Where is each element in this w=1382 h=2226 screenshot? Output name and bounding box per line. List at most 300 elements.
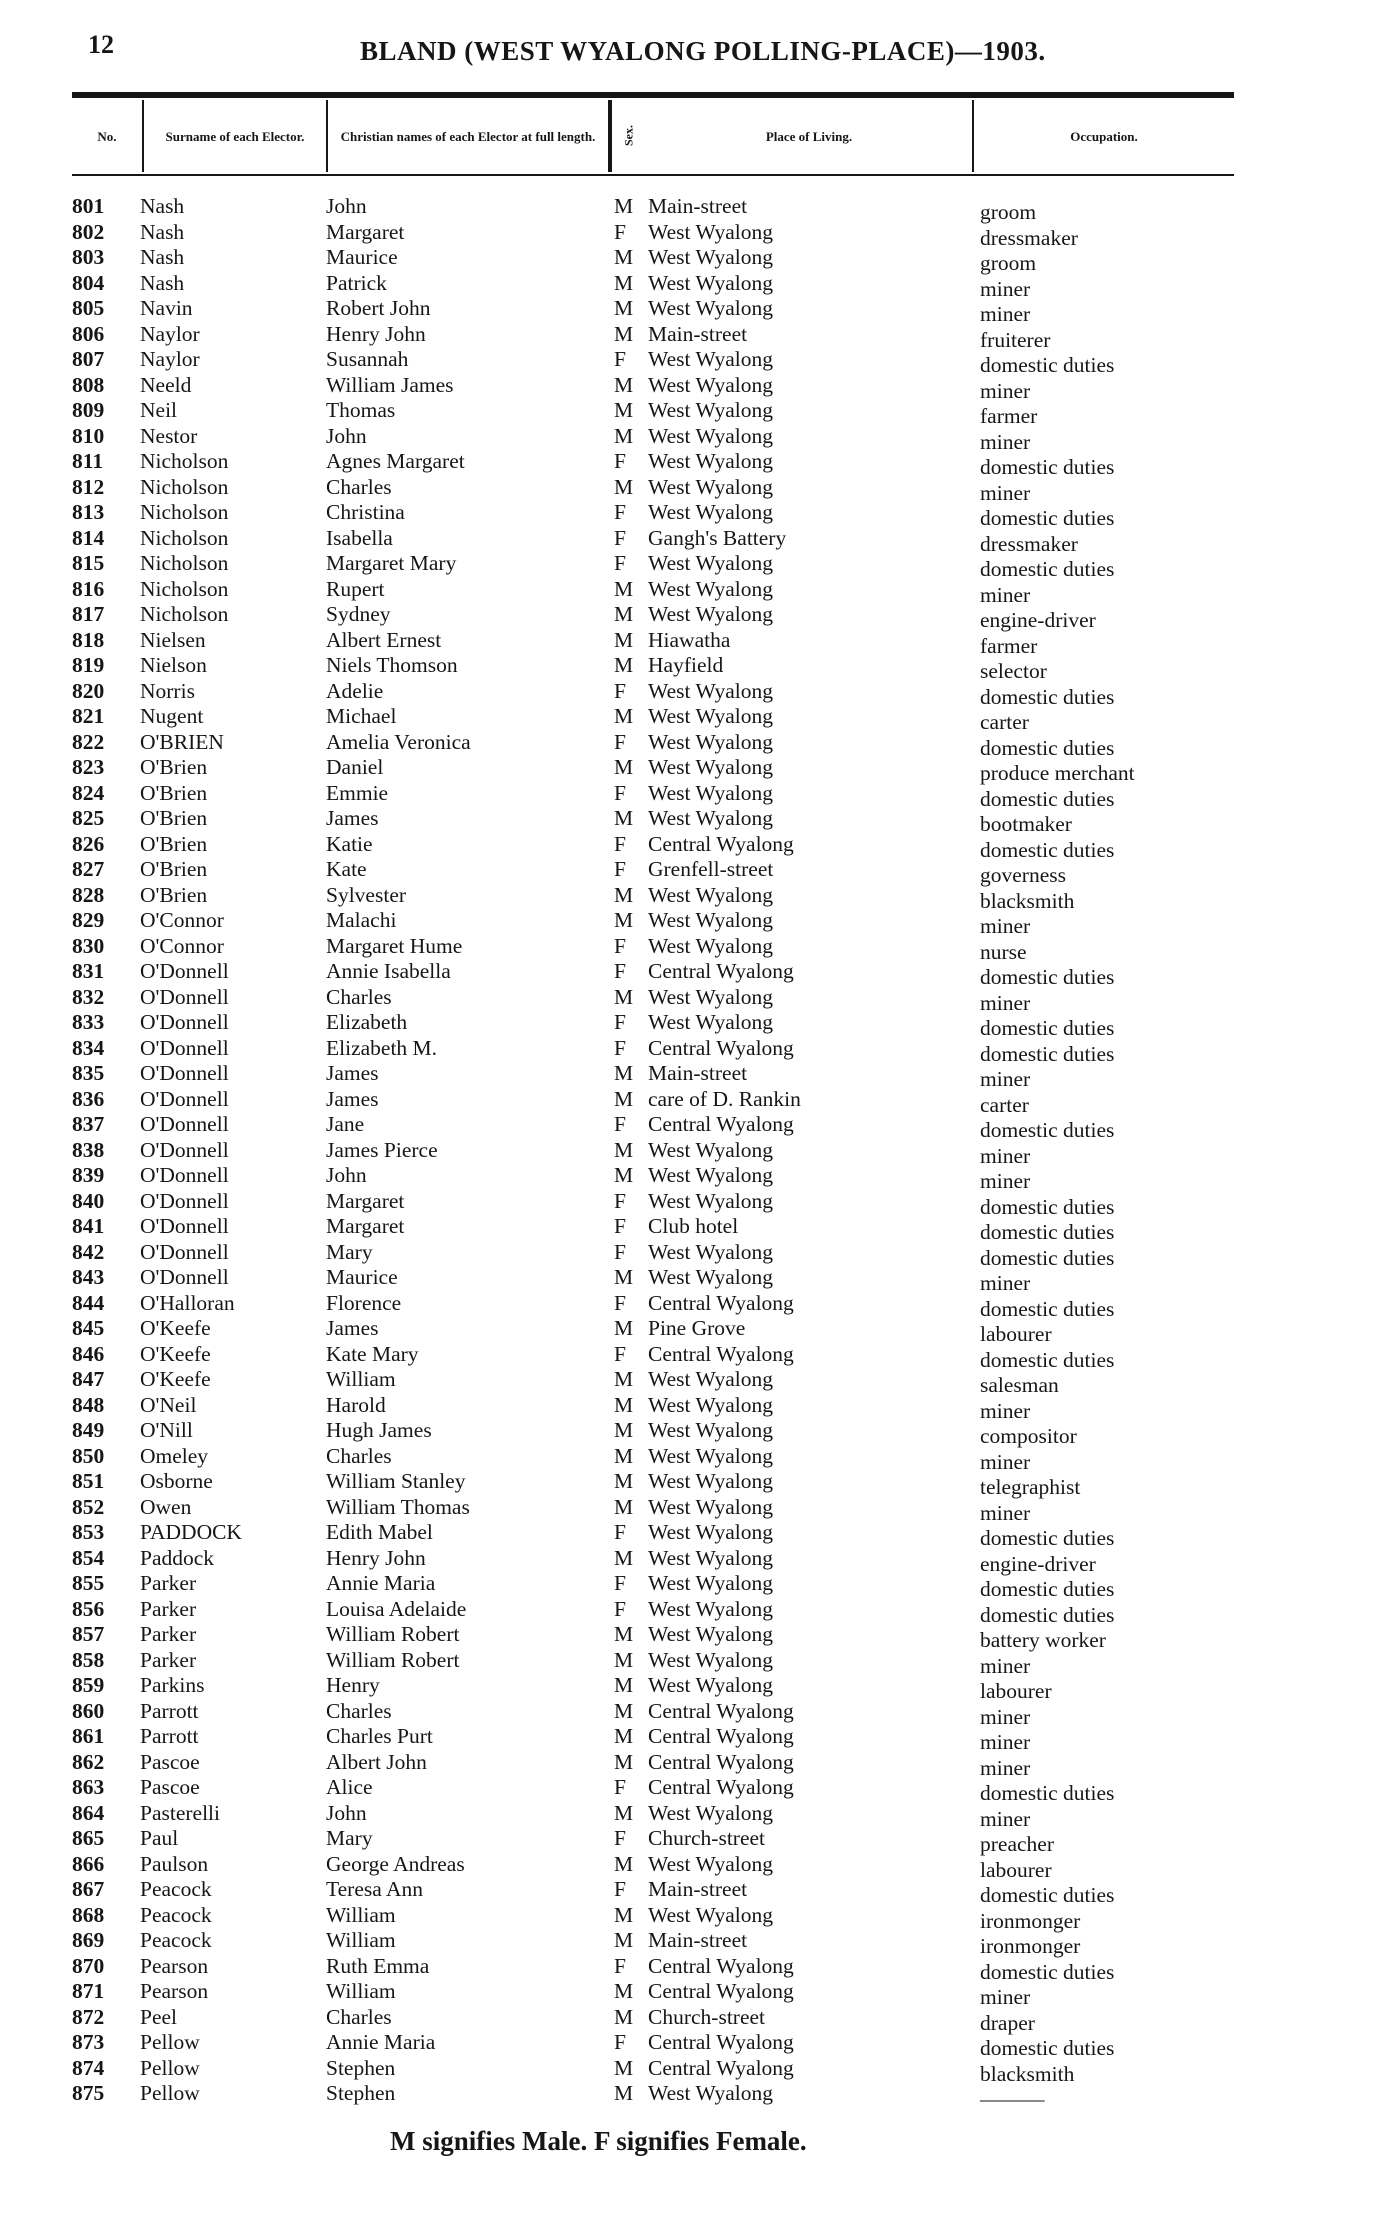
header-rule-thick [72, 92, 1234, 98]
table-row [0, 423, 1382, 454]
occupation: fruiterer [980, 327, 1051, 352]
surname: Paulson [140, 1851, 209, 1876]
sex: F [614, 1112, 626, 1136]
place-of-living: Central Wyalong [648, 1953, 794, 1978]
surname: O'Donnell [140, 1010, 229, 1034]
surname: PADDOCK [140, 1520, 242, 1544]
place-of-living: Central Wyalong [648, 1112, 794, 1136]
elector-number: 846 [72, 1341, 105, 1366]
table-row [0, 1112, 1382, 1142]
occupation: groom [980, 200, 1037, 224]
place-of-living: Central Wyalong [648, 1290, 794, 1315]
occupation: miner [980, 276, 1031, 301]
occupation: domestic duties [980, 1016, 1115, 1040]
elector-number: 807 [72, 347, 105, 371]
place-of-living: West Wyalong [648, 755, 773, 779]
elector-number: 837 [72, 1112, 105, 1136]
surname: Nicholson [140, 576, 229, 601]
elector-number: 869 [72, 1928, 105, 1952]
elector-table [0, 194, 1382, 2111]
occupation: engine-driver [980, 608, 1096, 632]
occupation: miner [980, 1755, 1031, 1780]
christian-names: Alice [326, 1775, 373, 1799]
occupation: nurse [980, 939, 1027, 964]
surname: O'Donnell [140, 959, 229, 983]
sex: M [614, 653, 634, 677]
elector-number: 844 [72, 1290, 105, 1315]
elector-number: 868 [72, 1902, 105, 1927]
surname: Parrott [140, 1724, 199, 1748]
christian-names: Katie [326, 831, 373, 856]
place-of-living: Main-street [648, 194, 748, 218]
table-row [0, 1392, 1382, 1423]
christian-names: Margaret [326, 1188, 405, 1213]
place-of-living: West Wyalong [648, 1622, 773, 1646]
column-header-christian: Christian names of each Elector at full length. [328, 100, 610, 172]
occupation: miner [980, 1806, 1031, 1831]
elector-number: 830 [72, 933, 105, 958]
surname: O'Donnell [140, 984, 229, 1009]
place-of-living: West Wyalong [648, 1596, 773, 1621]
elector-number: 845 [72, 1316, 105, 1340]
place-of-living: West Wyalong [648, 576, 773, 601]
christian-names: Susannah [326, 347, 409, 371]
sex: M [614, 1622, 634, 1646]
occupation: domestic duties [980, 2036, 1115, 2060]
occupation: domestic duties [980, 735, 1115, 760]
elector-number: 829 [72, 908, 105, 932]
place-of-living: West Wyalong [648, 2081, 773, 2105]
sex: M [614, 1851, 634, 1876]
christian-names: William Robert [326, 1647, 460, 1672]
occupation: miner [980, 582, 1031, 607]
christian-names: Maurice [326, 245, 398, 269]
christian-names: Isabella [326, 525, 393, 550]
occupation: domestic duties [980, 684, 1115, 709]
surname: Parker [140, 1622, 197, 1646]
table-row [0, 1061, 1382, 1091]
occupation: bootmaker [980, 812, 1072, 836]
place-of-living: West Wyalong [648, 1392, 773, 1417]
surname: O'Donnell [140, 1061, 229, 1085]
surname: Navin [140, 296, 193, 320]
place-of-living: Central Wyalong [648, 831, 794, 856]
place-of-living: Main-street [648, 1877, 748, 1901]
sex: M [614, 194, 634, 218]
christian-names: William James [326, 372, 454, 397]
christian-names: Stephen [326, 2081, 396, 2105]
occupation: miner [980, 429, 1031, 454]
christian-names: Charles [326, 1443, 392, 1468]
occupation: selector [980, 659, 1047, 683]
surname: Pearson [140, 1979, 209, 2003]
surname: O'Donnell [140, 1163, 229, 1187]
christian-names: James [326, 1086, 379, 1111]
surname: Pellow [140, 2081, 200, 2105]
place-of-living: West Wyalong [648, 1902, 773, 1927]
occupation: salesman [980, 1373, 1059, 1397]
place-of-living: West Wyalong [648, 780, 773, 805]
occupation: domestic duties [980, 353, 1115, 377]
table-row [0, 1724, 1382, 1754]
sex: F [614, 1010, 626, 1034]
place-of-living: West Wyalong [648, 678, 773, 703]
surname: Naylor [140, 347, 200, 371]
surname: Parker [140, 1647, 197, 1672]
christian-names: Henry [326, 1673, 380, 1697]
christian-names: Ruth Emma [326, 1953, 430, 1978]
surname: Pellow [140, 2055, 200, 2080]
christian-names: Charles [326, 984, 392, 1009]
occupation: domestic duties [980, 506, 1115, 530]
christian-names: James [326, 806, 379, 830]
table-row [0, 627, 1382, 658]
christian-names: Christina [326, 500, 405, 524]
sex: M [614, 1979, 634, 2003]
christian-names: James Pierce [326, 1137, 438, 1162]
elector-number: 810 [72, 423, 105, 448]
elector-number: 817 [72, 602, 105, 626]
sex: M [614, 1545, 634, 1570]
elector-number: 825 [72, 806, 105, 830]
surname: O'Halloran [140, 1290, 235, 1315]
elector-number: 848 [72, 1392, 105, 1417]
sex: M [614, 704, 634, 728]
christian-names: Kate [326, 857, 367, 881]
place-of-living: West Wyalong [648, 1800, 773, 1825]
occupation: blacksmith [980, 2061, 1075, 2086]
surname: O'Connor [140, 908, 224, 932]
christian-names: John [326, 1163, 367, 1187]
table-row [0, 959, 1382, 989]
elector-number: 867 [72, 1877, 105, 1901]
surname: O'Neil [140, 1392, 197, 1417]
elector-number: 811 [72, 449, 104, 473]
christian-names: Kate Mary [326, 1341, 419, 1366]
sex: F [614, 347, 626, 371]
sex: M [614, 1469, 634, 1493]
sex: M [614, 627, 634, 652]
column-header-place: Place of Living. [646, 100, 974, 172]
sex: M [614, 1724, 634, 1748]
occupation: miner [980, 1500, 1031, 1525]
elector-number: 814 [72, 525, 105, 550]
christian-names: Mary [326, 1239, 373, 1264]
surname: Nash [140, 194, 185, 218]
surname: O'Donnell [140, 1086, 229, 1111]
table-row [0, 1928, 1382, 1958]
christian-names: Robert John [326, 296, 431, 320]
place-of-living: West Wyalong [648, 1647, 773, 1672]
table-row [0, 678, 1382, 709]
surname: O'Donnell [140, 1035, 229, 1060]
table-row [0, 1265, 1382, 1295]
occupation: miner [980, 1653, 1031, 1678]
surname: Pasterelli [140, 1800, 221, 1825]
place-of-living: West Wyalong [648, 882, 773, 907]
christian-names: Margaret Hume [326, 933, 463, 958]
surname: Nugent [140, 704, 204, 728]
surname: Paddock [140, 1545, 215, 1570]
elector-number: 873 [72, 2030, 105, 2054]
place-of-living: Central Wyalong [648, 1979, 794, 2003]
sex: F [614, 678, 626, 703]
surname: Nielson [140, 653, 207, 677]
elector-number: 828 [72, 882, 105, 907]
place-of-living: West Wyalong [648, 423, 773, 448]
occupation: dressmaker [980, 531, 1078, 556]
surname: O'Keefe [140, 1316, 211, 1340]
occupation: engine-driver [980, 1551, 1096, 1576]
place-of-living: West Wyalong [648, 474, 773, 499]
table-row [0, 1469, 1382, 1499]
place-of-living: Central Wyalong [648, 2030, 794, 2054]
table-row [0, 1851, 1382, 1882]
sex: F [614, 1214, 626, 1238]
surname: Parker [140, 1596, 197, 1621]
elector-number: 858 [72, 1647, 105, 1672]
sex: F [614, 780, 626, 805]
place-of-living: West Wyalong [648, 347, 773, 371]
table-row [0, 1647, 1382, 1678]
elector-number: 812 [72, 474, 105, 499]
place-of-living: West Wyalong [648, 704, 773, 728]
christian-names: William [326, 1367, 396, 1391]
christian-names: Florence [326, 1290, 402, 1315]
occupation: blacksmith [980, 888, 1075, 913]
christian-names: Charles Purt [326, 1724, 433, 1748]
sex: F [614, 219, 626, 244]
sex: M [614, 245, 634, 269]
elector-number: 835 [72, 1061, 105, 1085]
place-of-living: West Wyalong [648, 1469, 773, 1493]
christian-names: William [326, 1902, 396, 1927]
sex: F [614, 1188, 626, 1213]
elector-number: 870 [72, 1953, 105, 1978]
occupation: labourer [980, 1322, 1052, 1346]
surname: O'Donnell [140, 1214, 229, 1238]
place-of-living: West Wyalong [648, 933, 773, 958]
occupation: governess [980, 863, 1066, 887]
christian-names: Stephen [326, 2055, 396, 2080]
sex: F [614, 525, 626, 550]
sex: M [614, 1265, 634, 1289]
christian-names: Annie Maria [326, 1571, 436, 1595]
occupation: preacher [980, 1832, 1054, 1856]
surname: Nash [140, 245, 185, 269]
surname: Nash [140, 270, 185, 295]
place-of-living: West Wyalong [648, 245, 773, 269]
sex: M [614, 1443, 634, 1468]
table-row [0, 2004, 1382, 2035]
table-row [0, 933, 1382, 964]
occupation: miner [980, 990, 1031, 1015]
sex: M [614, 984, 634, 1009]
table-row [0, 296, 1382, 326]
christian-names: George Andreas [326, 1851, 465, 1876]
place-of-living: Hiawatha [648, 627, 731, 652]
place-of-living: West Wyalong [648, 984, 773, 1009]
place-of-living: Church-street [648, 1826, 766, 1850]
table-row [0, 1137, 1382, 1168]
table-row [0, 1290, 1382, 1321]
sex: F [614, 933, 626, 958]
surname: Nicholson [140, 474, 229, 499]
elector-number: 841 [72, 1214, 105, 1238]
column-header-sex: Sex. [610, 100, 646, 172]
sex: M [614, 576, 634, 601]
place-of-living: West Wyalong [648, 372, 773, 397]
table-row [0, 704, 1382, 734]
surname: Parker [140, 1571, 197, 1595]
surname: O'Keefe [140, 1341, 211, 1366]
surname: Peacock [140, 1902, 212, 1927]
table-row [0, 1775, 1382, 1805]
occupation: ironmonger [980, 1934, 1081, 1958]
table-row [0, 1622, 1382, 1652]
place-of-living: Central Wyalong [648, 959, 794, 983]
table-row [0, 1494, 1382, 1525]
christian-names: Maurice [326, 1265, 398, 1289]
occupation: farmer [980, 404, 1038, 428]
christian-names: Rupert [326, 576, 385, 601]
surname: Naylor [140, 321, 200, 346]
sex: F [614, 500, 626, 524]
surname: O'Donnell [140, 1265, 229, 1289]
elector-number: 802 [72, 219, 105, 244]
table-row [0, 1443, 1382, 1474]
sex: M [614, 1673, 634, 1697]
sex: F [614, 1035, 626, 1060]
occupation: draper [980, 2010, 1035, 2035]
table-row [0, 219, 1382, 250]
table-row [0, 984, 1382, 1015]
surname: O'Donnell [140, 1112, 229, 1136]
occupation: domestic duties [980, 1883, 1115, 1907]
christian-names: Adelie [326, 678, 384, 703]
place-of-living: West Wyalong [648, 500, 773, 524]
sex: M [614, 321, 634, 346]
occupation: telegraphist [980, 1475, 1081, 1499]
surname: O'Brien [140, 806, 208, 830]
sex: M [614, 1392, 634, 1417]
christian-names: Charles [326, 474, 392, 499]
elector-number: 843 [72, 1265, 105, 1289]
sex: M [614, 1367, 634, 1391]
occupation: miner [980, 1271, 1031, 1295]
christian-names: William Robert [326, 1622, 460, 1646]
surname: Parkins [140, 1673, 205, 1697]
surname: Pearson [140, 1953, 209, 1978]
place-of-living: West Wyalong [648, 398, 773, 422]
surname: Owen [140, 1494, 192, 1519]
christian-names: John [326, 194, 367, 218]
surname: Pascoe [140, 1749, 200, 1774]
occupation: compositor [980, 1424, 1077, 1448]
table-row [0, 1877, 1382, 1907]
place-of-living: West Wyalong [648, 1188, 773, 1213]
christian-names: James [326, 1061, 379, 1085]
surname: Peacock [140, 1877, 212, 1901]
christian-names: Jane [326, 1112, 365, 1136]
table-row [0, 1698, 1382, 1729]
elector-number: 854 [72, 1545, 105, 1570]
sex: F [614, 1826, 626, 1850]
table-row [0, 1673, 1382, 1703]
table-row [0, 882, 1382, 913]
elector-number: 806 [72, 321, 105, 346]
sex: M [614, 1163, 634, 1187]
christian-names: Annie Isabella [326, 959, 451, 983]
table-row [0, 1163, 1382, 1193]
header-rule-thin [72, 174, 1234, 176]
table-row [0, 1239, 1382, 1270]
table-row [0, 551, 1382, 581]
elector-number: 819 [72, 653, 105, 677]
surname: Nestor [140, 423, 198, 448]
occupation: domestic duties [980, 1602, 1115, 1627]
elector-number: 832 [72, 984, 105, 1009]
christian-names: Charles [326, 1698, 392, 1723]
place-of-living: West Wyalong [648, 1265, 773, 1289]
christian-names: Louisa Adelaide [326, 1596, 467, 1621]
table-row [0, 1596, 1382, 1627]
occupation: labourer [980, 1857, 1052, 1882]
elector-number: 855 [72, 1571, 105, 1595]
surname: O'Brien [140, 831, 208, 856]
sex: M [614, 1928, 634, 1952]
column-header-occupation: Occupation. [1070, 128, 1138, 144]
occupation: domestic duties [980, 1296, 1115, 1321]
elector-number: 824 [72, 780, 105, 805]
table-row [0, 729, 1382, 760]
surname: Pellow [140, 2030, 200, 2054]
elector-number: 815 [72, 551, 105, 575]
surname: Peacock [140, 1928, 212, 1952]
table-row [0, 908, 1382, 938]
elector-number: 801 [72, 194, 105, 218]
occupation: miner [980, 1398, 1031, 1423]
occupation: labourer [980, 1679, 1052, 1703]
surname: Neil [140, 398, 178, 422]
sex: M [614, 1316, 634, 1340]
christian-names: Niels Thomson [326, 653, 458, 677]
occupation: miner [980, 1985, 1031, 2009]
place-of-living: Gangh's Battery [648, 525, 787, 550]
place-of-living: West Wyalong [648, 602, 773, 626]
sex: F [614, 449, 626, 473]
place-of-living: Pine Grove [648, 1316, 746, 1340]
elector-number: 860 [72, 1698, 105, 1723]
christian-names: Daniel [326, 755, 384, 779]
elector-number: 816 [72, 576, 105, 601]
christian-names: Albert John [326, 1749, 427, 1774]
surname: O'Brien [140, 857, 208, 881]
occupation: carter [980, 710, 1029, 734]
surname: Peel [140, 2004, 178, 2029]
elector-number: 856 [72, 1596, 105, 1621]
table-row [0, 780, 1382, 811]
place-of-living: West Wyalong [648, 219, 773, 244]
elector-number: 838 [72, 1137, 105, 1162]
christian-names: Malachi [326, 908, 397, 932]
sex: F [614, 551, 626, 575]
christian-names: William Thomas [326, 1494, 470, 1519]
sex: M [614, 1418, 634, 1442]
table-row [0, 653, 1382, 683]
sex: M [614, 1086, 634, 1111]
sex: M [614, 882, 634, 907]
